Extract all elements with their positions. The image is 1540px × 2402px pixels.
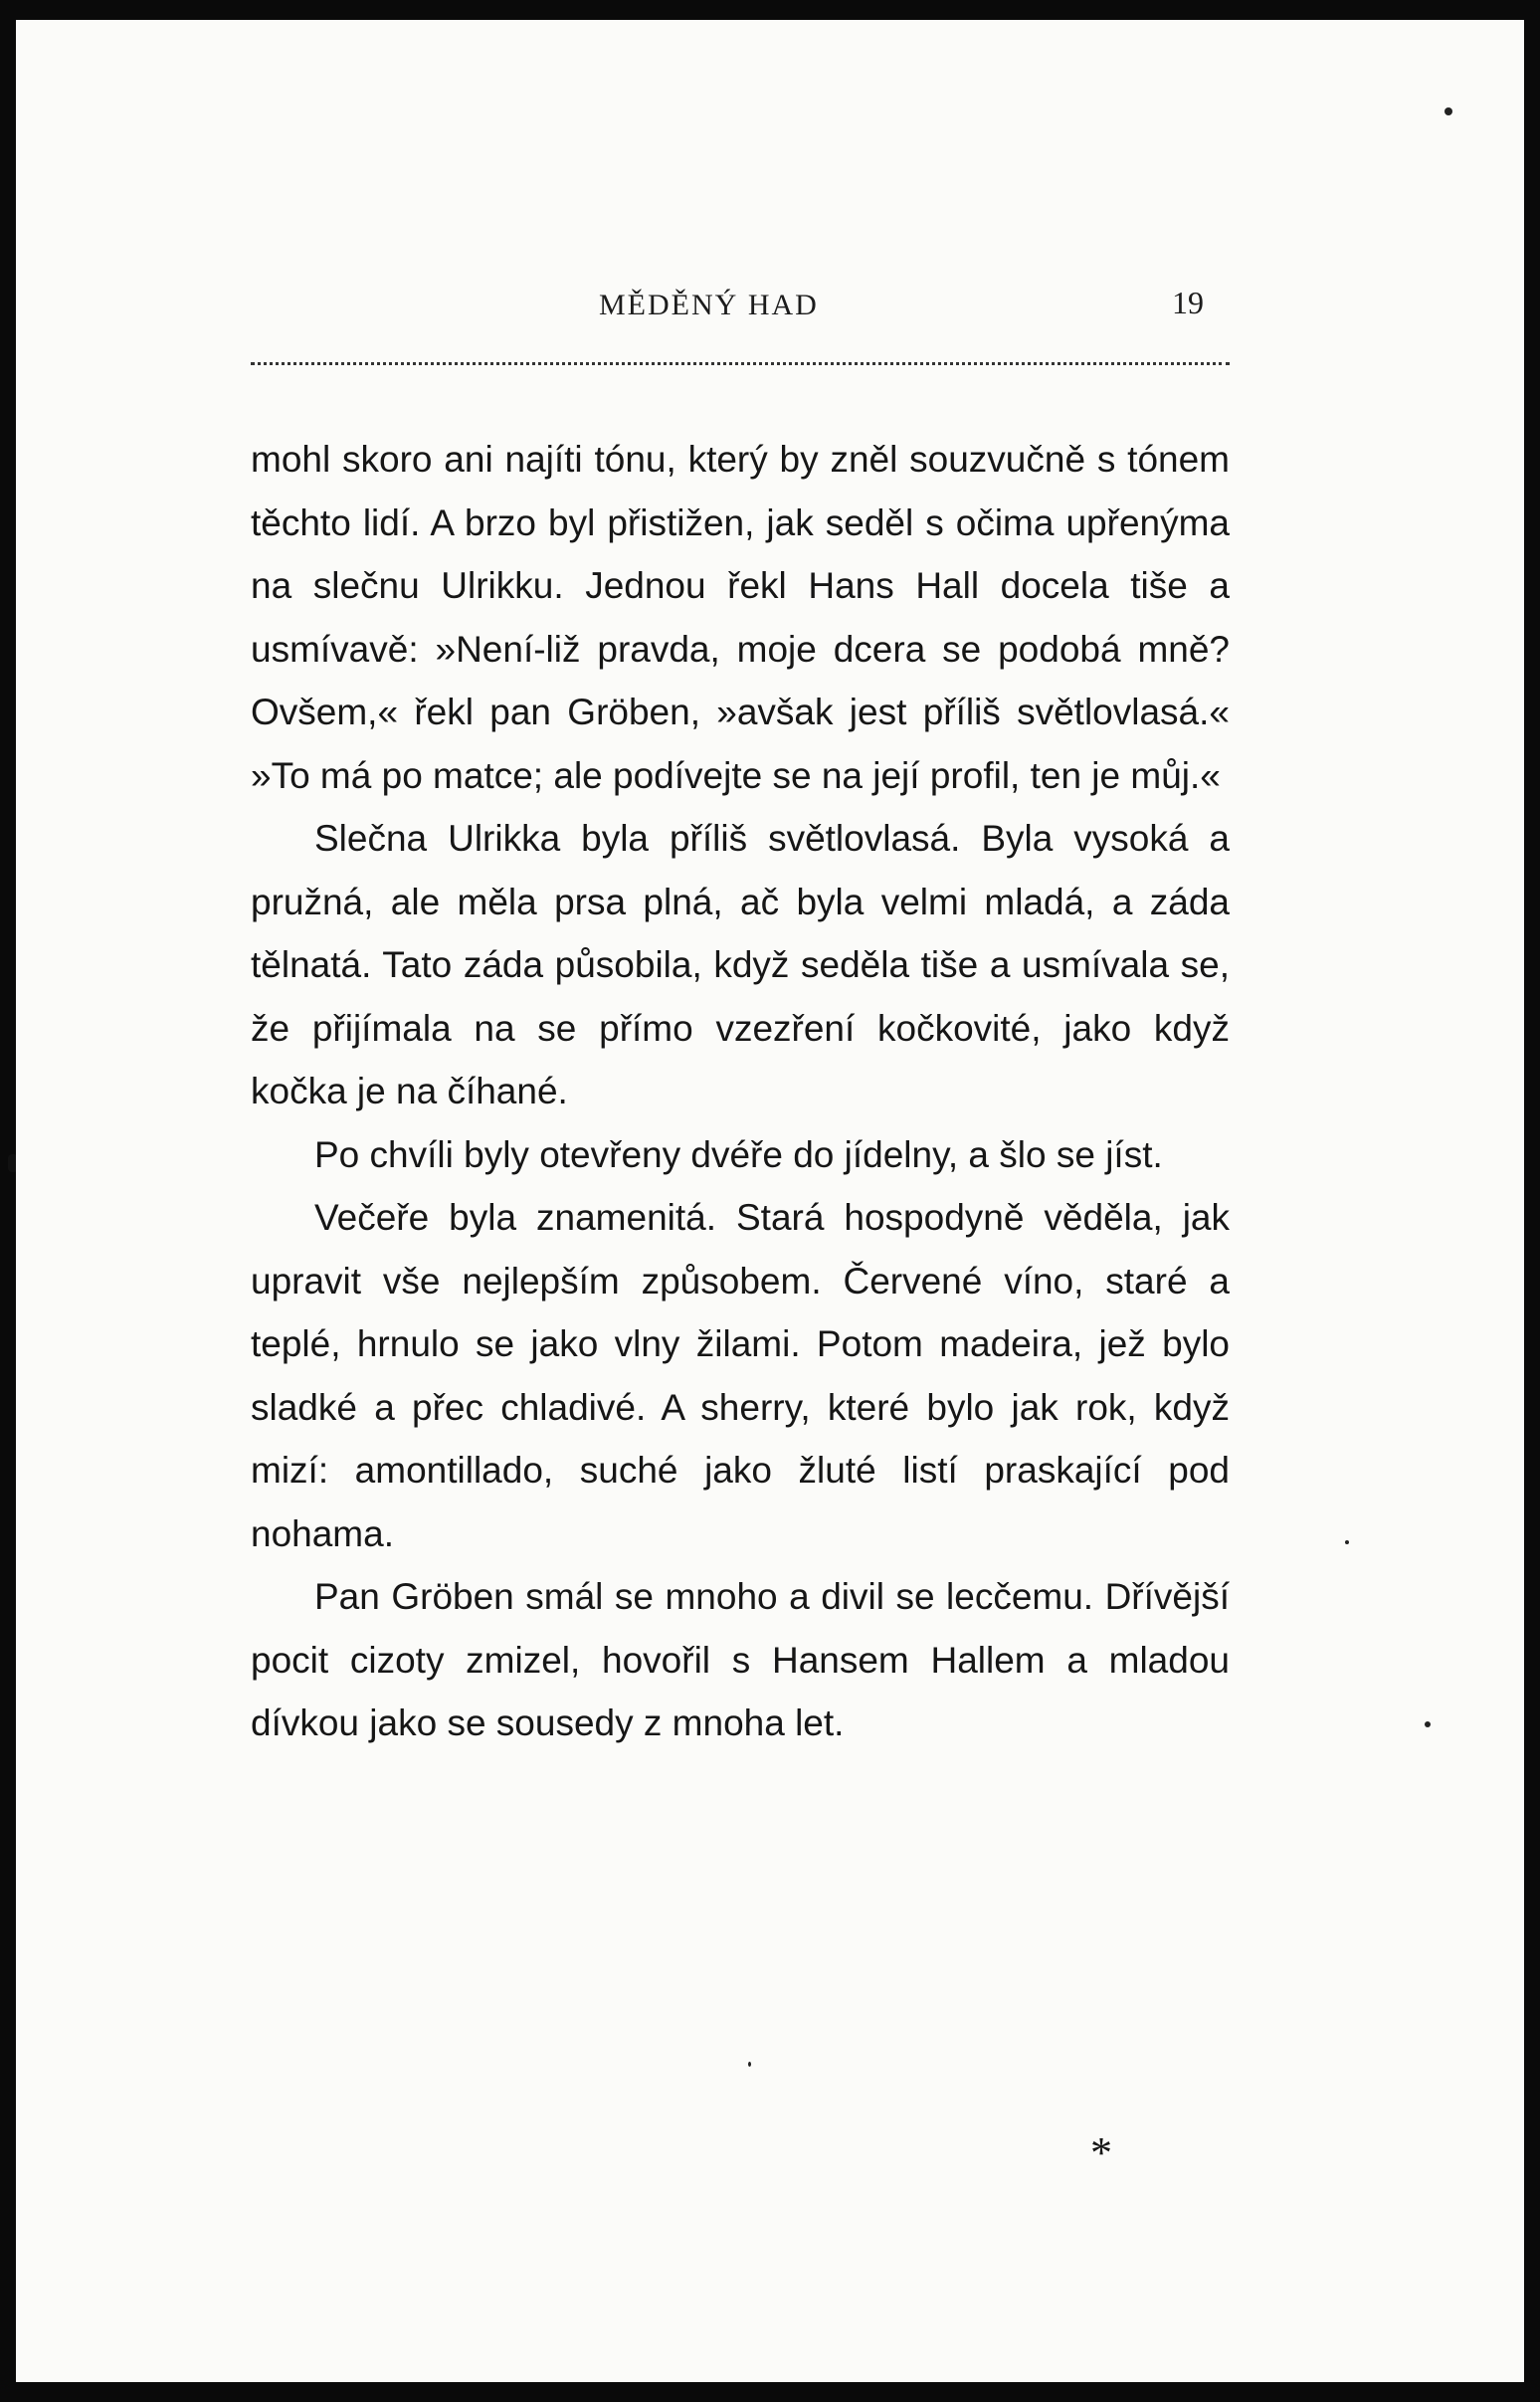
paragraph-3: Po chvíli byly otevřeny dvéře do jídelny, a šlo se jíst. [314, 1133, 1163, 1175]
body-text [251, 428, 1230, 1755]
running-title: MĚDĚNÝ HAD [599, 289, 819, 321]
scan-dust [1345, 1540, 1349, 1544]
paragraph-4: Večeře byla znamenitá. Stará hospodyně věděla, jak upravit vše nejlepším způsobem. Červené víno, staré a teplé, hrnulo se jako vlny žilami. Potom madeira, jež bylo sladké a přec chladivé. A sherry, které bylo jak rok, když mizí: amontillado, suché jako žluté listí praskající pod nohama. [251, 1197, 1230, 1554]
page-header [16, 285, 1524, 338]
header-rule [251, 362, 1230, 365]
scan-dust [748, 2062, 751, 2067]
section-break-asterisk: * [1090, 2128, 1112, 2177]
paragraph-2: Slečna Ulrikka byla příliš světlovlasá. Byla vysoká a pružná, ale měla prsa plná, ač byla velmi mladá, a záda tělnatá. Tato záda působila, když seděla tiše a usmívala se, že přijímala na se přímo vzezření kočkovité, jako když kočka je na číhané. [251, 818, 1230, 1111]
paragraph-1: mohl skoro ani najíti tónu, který by zněl souzvučně s tónem těchto lidí. A brzo byl přistižen, jak seděl s očima upřenýma na slečnu Ulrikku. Jednou řekl Hans Hall docela tiše a usmívavě: »Není-liž pravda, moje dcera se podobá mně? Ovšem,« řekl pan Gröben, »avšak jest příliš světlovlasá.« »To má po matce; ale podívejte se na její profil, ten je můj.« [251, 439, 1230, 796]
book-page [16, 20, 1524, 2382]
page-number: 19 [1172, 285, 1204, 320]
paragraph-5: Pan Gröben smál se mnoho a divil se lecčemu. Dřívější pocit cizoty zmizel, hovořil s Hansem Hallem a mladou dívkou jako se sousedy z mnoha let. [251, 1576, 1230, 1743]
scan-dust [1444, 107, 1452, 115]
scan-dust [1425, 1721, 1431, 1727]
page-right-edge [1524, 20, 1532, 2382]
